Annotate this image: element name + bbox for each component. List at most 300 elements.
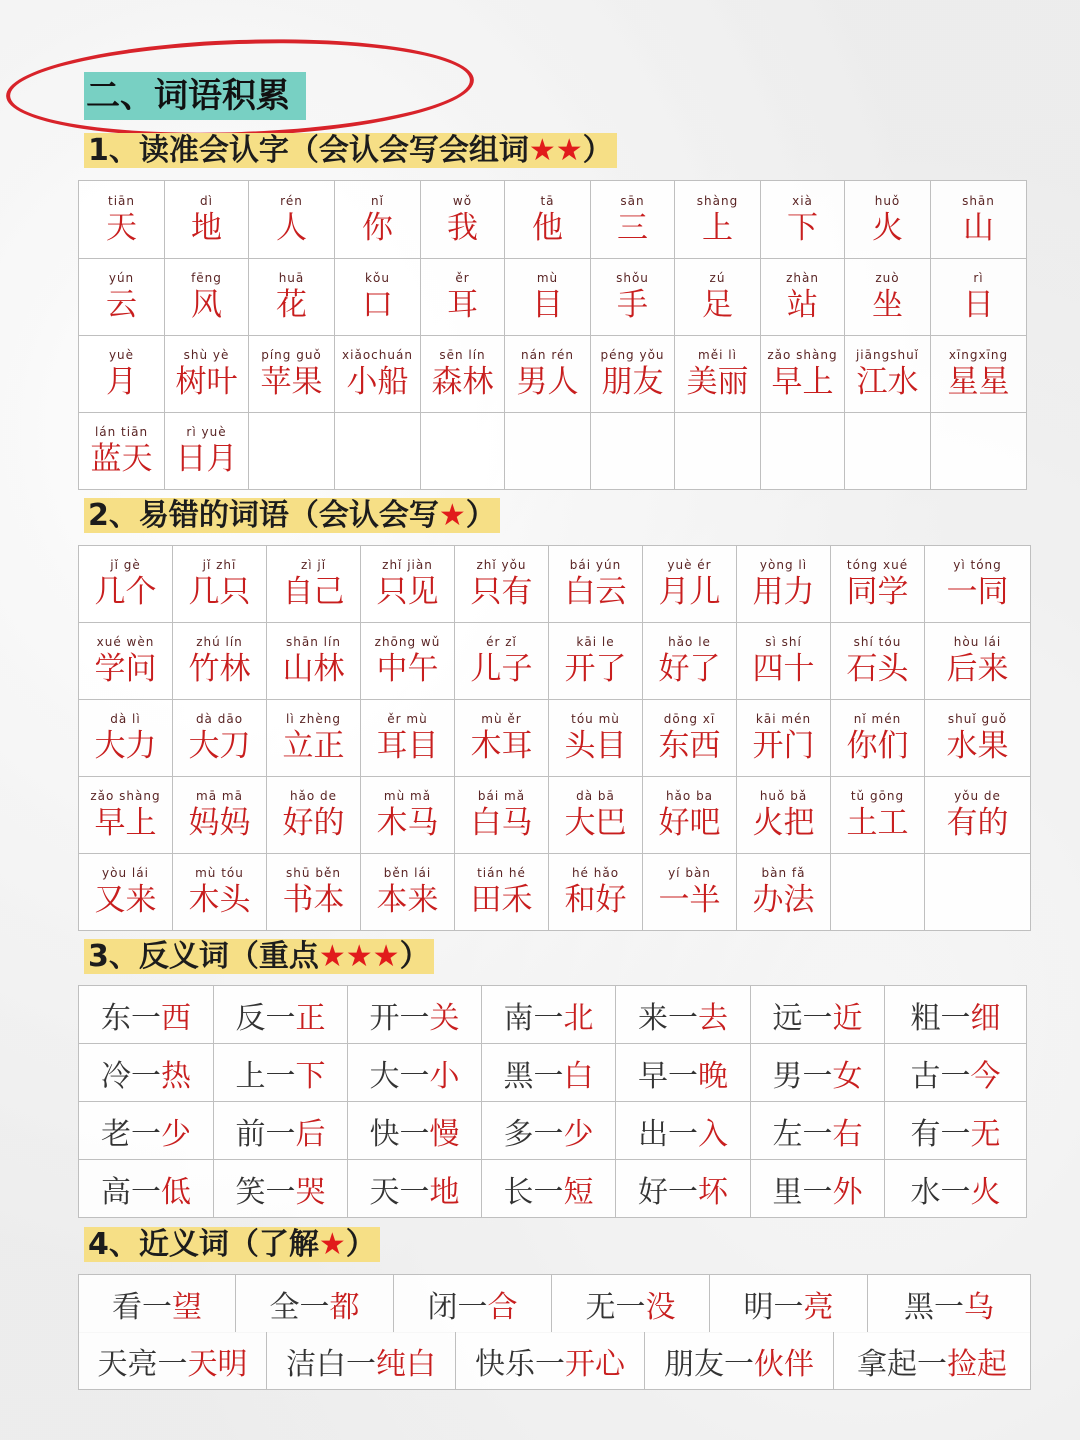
word-left: 远 <box>772 1000 803 1036</box>
hanzi: 几个 <box>94 574 157 610</box>
word-cell <box>761 181 845 259</box>
word-right: 没 <box>645 1289 676 1325</box>
word-cell <box>931 181 1027 259</box>
antonym-pair <box>214 1160 348 1218</box>
pinyin: kāi le <box>576 635 615 649</box>
hanzi: 早上 <box>94 805 157 841</box>
pinyin: zhǐ yǒu <box>476 558 527 572</box>
pinyin: nán rén <box>520 348 575 362</box>
word-left: 明 <box>743 1289 774 1325</box>
hanzi: 大巴 <box>564 805 627 841</box>
pinyin: yòng lì <box>759 558 808 572</box>
dash: 一 <box>131 1000 161 1036</box>
hanzi: 火 <box>872 209 903 246</box>
word-left: 来 <box>638 1000 668 1036</box>
word-cell <box>267 777 361 854</box>
word-cell <box>591 413 675 490</box>
hanzi: 有的 <box>946 805 1009 841</box>
word-cell <box>361 700 455 777</box>
antonym-pair <box>482 986 616 1044</box>
word-cell <box>591 259 675 336</box>
antonym-pair <box>616 1044 751 1102</box>
word-cell <box>925 700 1031 777</box>
pinyin: hé hǎo <box>571 866 620 880</box>
word-right: 外 <box>832 1174 863 1210</box>
word-right: 伙伴 <box>754 1346 814 1382</box>
word-left: 天 <box>369 1174 400 1210</box>
word-cell <box>931 259 1027 336</box>
antonym-pair <box>751 1102 885 1160</box>
hanzi: 头目 <box>564 728 627 764</box>
word-cell <box>675 413 761 490</box>
dash: 一 <box>399 1116 430 1152</box>
pinyin: xīngxīng <box>948 348 1009 362</box>
word-cell <box>361 777 455 854</box>
word-right: 去 <box>698 1000 728 1036</box>
word-cell <box>173 777 267 854</box>
word-cell <box>643 623 737 700</box>
hanzi: 妈妈 <box>188 805 251 841</box>
pinyin: zú <box>709 271 726 285</box>
hanzi: 木耳 <box>470 728 533 764</box>
word-left: 快 <box>369 1116 400 1152</box>
hanzi: 风 <box>191 287 222 323</box>
word-cell <box>79 413 165 490</box>
word-right: 天明 <box>187 1346 248 1382</box>
pinyin: xué wèn <box>96 635 155 649</box>
pinyin: shù yè <box>183 348 230 362</box>
word-left: 无 <box>585 1289 616 1325</box>
pinyin: lì zhèng <box>286 712 341 726</box>
dash: 一 <box>533 1000 564 1036</box>
pinyin: běn lái <box>383 866 432 880</box>
pinyin: zhú lín <box>196 635 243 649</box>
pinyin: bái yún <box>569 558 622 572</box>
word-cell <box>335 336 421 413</box>
grid-section-1 <box>78 180 1027 490</box>
pinyin: yún <box>108 271 135 285</box>
hanzi: 山林 <box>282 651 345 687</box>
pinyin: měi lì <box>698 348 737 362</box>
word-right: 晚 <box>698 1058 728 1094</box>
synonym-grid-row-1 <box>78 1274 1031 1333</box>
section-4-title: 4、近义词（了解★） <box>84 1220 380 1270</box>
word-right: 乌 <box>964 1289 994 1325</box>
word-right: 少 <box>563 1116 594 1152</box>
word-cell <box>931 336 1027 413</box>
word-cell <box>505 259 591 336</box>
pinyin: jǐ zhī <box>202 558 237 572</box>
word-right: 小 <box>429 1058 460 1094</box>
hanzi: 小船 <box>346 364 409 400</box>
antonym-pair <box>348 1102 482 1160</box>
word-right: 开心 <box>565 1346 625 1382</box>
hanzi: 本来 <box>376 882 439 918</box>
hanzi: 你们 <box>846 728 909 764</box>
dash: 一 <box>668 1174 698 1210</box>
word-right: 少 <box>161 1116 191 1152</box>
dash: 一 <box>940 1116 971 1152</box>
pinyin: yí bàn <box>668 866 711 880</box>
word-cell <box>549 777 643 854</box>
dash: 一 <box>265 1000 296 1036</box>
word-cell <box>173 854 267 931</box>
word-left: 冷 <box>101 1058 131 1094</box>
antonym-pair <box>616 1160 751 1218</box>
word-right: 细 <box>970 1000 1001 1036</box>
hanzi: 人 <box>276 209 307 246</box>
hanzi: 用力 <box>752 574 815 610</box>
hanzi: 我 <box>447 209 478 246</box>
word-right: 纯白 <box>376 1346 436 1382</box>
hanzi: 口 <box>362 287 393 323</box>
synonym-pair <box>868 1275 1031 1333</box>
word-left: 老 <box>101 1116 131 1152</box>
pinyin: yuè ér <box>667 558 712 572</box>
word-cell <box>675 259 761 336</box>
hanzi: 只有 <box>470 574 533 610</box>
pinyin: yì tóng <box>953 558 1002 572</box>
hanzi: 男人 <box>516 364 579 400</box>
pinyin: rén <box>280 193 303 208</box>
hanzi: 好吧 <box>658 805 721 841</box>
word-left: 高 <box>101 1174 131 1210</box>
word-left: 好 <box>638 1174 668 1210</box>
word-cell <box>361 854 455 931</box>
word-cell <box>165 336 249 413</box>
word-right: 慢 <box>429 1116 460 1152</box>
hanzi: 又来 <box>94 882 157 918</box>
word-right: 低 <box>161 1174 191 1210</box>
word-right: 女 <box>832 1058 863 1094</box>
pinyin: tiān <box>108 193 135 208</box>
word-cell <box>79 336 165 413</box>
word-left: 男 <box>772 1058 803 1094</box>
pinyin: zì jǐ <box>300 558 327 572</box>
word-left: 东 <box>101 1000 131 1036</box>
word-cell <box>675 181 761 259</box>
word-cell <box>79 623 173 700</box>
word-cell <box>549 700 643 777</box>
section-3-title: 3、反义词（重点★★★） <box>84 932 434 982</box>
pinyin: sān <box>620 193 645 208</box>
word-cell <box>845 181 931 259</box>
word-right: 望 <box>172 1289 202 1325</box>
pinyin: shǒu <box>616 271 649 285</box>
antonym-pair <box>616 1102 751 1160</box>
word-right: 白 <box>563 1058 594 1094</box>
antonym-pair <box>79 986 214 1044</box>
hanzi: 他 <box>532 209 563 246</box>
hanzi: 天 <box>106 209 137 246</box>
star-icon: ★ <box>318 1227 346 1262</box>
word-cell <box>831 546 925 623</box>
word-left: 出 <box>638 1116 668 1152</box>
hanzi: 下 <box>787 209 818 246</box>
word-cell <box>421 413 505 490</box>
hanzi: 四十 <box>752 651 815 687</box>
word-cell <box>455 700 549 777</box>
hanzi: 开了 <box>564 651 627 687</box>
word-cell <box>335 413 421 490</box>
dash: 一 <box>142 1289 172 1325</box>
hanzi: 书本 <box>282 882 345 918</box>
word-cell <box>925 854 1031 931</box>
word-left: 反 <box>235 1000 266 1036</box>
word-cell <box>249 259 335 336</box>
hanzi: 中午 <box>376 651 439 687</box>
word-right: 捡起 <box>947 1346 1007 1382</box>
antonym-pair <box>751 986 885 1044</box>
pinyin: tóng xué <box>846 558 909 572</box>
dash: 一 <box>802 1116 833 1152</box>
hanzi: 开门 <box>752 728 815 764</box>
pinyin: fēng <box>191 271 222 285</box>
word-cell <box>335 259 421 336</box>
antonym-pair <box>214 1102 348 1160</box>
word-left: 早 <box>638 1058 668 1094</box>
pinyin: zǎo shàng <box>90 789 161 803</box>
pinyin: mā mā <box>196 789 243 803</box>
synonym-pair <box>645 1332 834 1390</box>
pinyin: lán tiān <box>94 425 149 439</box>
antonym-pair <box>482 1160 616 1218</box>
hanzi: 上 <box>702 209 733 246</box>
pinyin: tā <box>540 193 555 208</box>
hanzi: 美丽 <box>686 364 749 400</box>
word-left: 全 <box>269 1289 300 1325</box>
dash: 一 <box>917 1346 947 1382</box>
dash: 一 <box>802 1000 833 1036</box>
word-cell <box>79 854 173 931</box>
synonym-pair <box>710 1275 868 1333</box>
pinyin: mù tóu <box>195 866 244 880</box>
dash: 一 <box>668 1000 698 1036</box>
word-cell <box>643 700 737 777</box>
hanzi: 日 <box>963 287 994 323</box>
word-cell <box>737 700 831 777</box>
word-left: 洁白 <box>286 1346 346 1382</box>
word-right: 地 <box>429 1174 460 1210</box>
dash: 一 <box>940 1000 971 1036</box>
dash: 一 <box>940 1058 971 1094</box>
word-cell <box>249 181 335 259</box>
word-cell <box>267 700 361 777</box>
word-left: 上 <box>235 1058 266 1094</box>
word-left: 大 <box>369 1058 400 1094</box>
antonym-pair <box>885 1044 1027 1102</box>
word-cell <box>173 700 267 777</box>
word-cell <box>737 854 831 931</box>
antonym-grid <box>78 985 1027 1218</box>
dash: 一 <box>535 1346 565 1382</box>
hanzi: 月儿 <box>658 574 721 610</box>
antonym-pair <box>751 1044 885 1102</box>
hanzi: 森林 <box>431 364 494 400</box>
word-cell <box>249 336 335 413</box>
dash: 一 <box>399 1000 430 1036</box>
word-cell <box>761 413 845 490</box>
word-right: 都 <box>329 1289 360 1325</box>
pinyin: ěr mù <box>387 712 428 726</box>
word-cell <box>845 259 931 336</box>
pinyin: hǎo de <box>289 789 338 803</box>
pinyin: xià <box>792 193 813 208</box>
hanzi: 你 <box>362 209 393 246</box>
pinyin: sì shí <box>765 635 802 649</box>
dash: 一 <box>399 1174 430 1210</box>
hanzi: 和好 <box>564 882 627 918</box>
pinyin: shān lín <box>286 635 341 649</box>
word-right: 短 <box>563 1174 594 1210</box>
word-left: 里 <box>772 1174 803 1210</box>
section-1-title: 1、读准会认字（会认会写会组词★★） <box>84 128 617 174</box>
word-cell <box>455 777 549 854</box>
word-cell <box>173 623 267 700</box>
pinyin: hòu lái <box>953 635 1002 649</box>
dash: 一 <box>399 1058 430 1094</box>
word-right: 亮 <box>803 1289 834 1325</box>
word-cell <box>421 259 505 336</box>
word-right: 热 <box>161 1058 191 1094</box>
pinyin: ěr <box>455 271 470 285</box>
pinyin: dì <box>200 193 213 208</box>
dash: 一 <box>265 1174 296 1210</box>
word-left: 快乐 <box>475 1346 535 1382</box>
word-cell <box>845 413 931 490</box>
word-left: 天亮 <box>97 1346 158 1382</box>
hanzi: 一同 <box>946 574 1009 610</box>
word-cell <box>737 546 831 623</box>
hanzi: 竹林 <box>188 651 251 687</box>
pinyin: shū běn <box>286 866 341 880</box>
dash: 一 <box>668 1116 698 1152</box>
pinyin: ér zǐ <box>486 635 517 649</box>
pinyin: píng guǒ <box>261 348 322 362</box>
hanzi: 坐 <box>872 287 903 323</box>
dash: 一 <box>131 1116 161 1152</box>
word-left: 有 <box>910 1116 941 1152</box>
hanzi: 石头 <box>846 651 909 687</box>
hanzi: 花 <box>276 287 307 323</box>
synonym-pair <box>236 1275 394 1333</box>
antonym-pair <box>79 1044 214 1102</box>
dash: 一 <box>773 1289 804 1325</box>
word-cell <box>79 777 173 854</box>
antonym-pair <box>348 1044 482 1102</box>
word-cell <box>925 546 1031 623</box>
word-left: 粗 <box>910 1000 941 1036</box>
word-right: 入 <box>698 1116 728 1152</box>
word-cell <box>831 700 925 777</box>
word-cell <box>173 546 267 623</box>
hanzi: 蓝天 <box>90 441 153 477</box>
word-cell <box>643 854 737 931</box>
word-left: 长 <box>503 1174 534 1210</box>
dash: 一 <box>533 1058 564 1094</box>
pinyin: mù <box>536 271 559 285</box>
word-cell <box>267 623 361 700</box>
word-right: 下 <box>295 1058 326 1094</box>
word-left: 水 <box>910 1174 941 1210</box>
pinyin: shān <box>962 193 995 208</box>
hanzi: 水果 <box>946 728 1009 764</box>
hanzi: 几只 <box>188 574 251 610</box>
word-right: 关 <box>429 1000 460 1036</box>
dash: 一 <box>668 1058 698 1094</box>
dash: 一 <box>533 1116 564 1152</box>
antonym-pair <box>885 1102 1027 1160</box>
pinyin: mù mǎ <box>383 789 432 803</box>
word-left: 古 <box>910 1058 941 1094</box>
word-cell <box>675 336 761 413</box>
pinyin: nǐ <box>371 193 384 208</box>
synonym-pair <box>79 1332 267 1390</box>
hanzi: 目 <box>532 287 563 323</box>
word-left: 看 <box>112 1289 142 1325</box>
pinyin: zhǐ jiàn <box>382 558 433 572</box>
word-cell <box>643 546 737 623</box>
pinyin: péng yǒu <box>600 348 665 362</box>
antonym-pair <box>79 1102 214 1160</box>
pinyin: dà lì <box>110 712 141 726</box>
pinyin: shuǐ guǒ <box>947 712 1008 726</box>
word-cell <box>505 181 591 259</box>
word-cell <box>249 413 335 490</box>
pinyin: bái mǎ <box>477 789 526 803</box>
word-cell <box>925 623 1031 700</box>
pinyin: huǒ <box>874 193 901 208</box>
word-cell <box>267 546 361 623</box>
hanzi: 日月 <box>175 441 238 477</box>
antonym-pair <box>616 986 751 1044</box>
dash: 一 <box>265 1058 296 1094</box>
pinyin: kāi mén <box>755 712 812 726</box>
word-right: 近 <box>832 1000 863 1036</box>
word-cell <box>737 777 831 854</box>
dash: 一 <box>934 1289 964 1325</box>
pinyin: kǒu <box>365 271 390 285</box>
hanzi: 后来 <box>946 651 1009 687</box>
word-left: 黑 <box>503 1058 534 1094</box>
word-right: 今 <box>970 1058 1001 1094</box>
word-right: 火 <box>970 1174 1001 1210</box>
word-cell <box>361 546 455 623</box>
hanzi: 木马 <box>376 805 439 841</box>
word-right: 无 <box>970 1116 1001 1152</box>
word-right: 右 <box>832 1116 863 1152</box>
dash: 一 <box>940 1174 971 1210</box>
antonym-pair <box>214 986 348 1044</box>
dash: 一 <box>265 1116 296 1152</box>
pinyin: hǎo ba <box>665 789 714 803</box>
hanzi: 儿子 <box>470 651 533 687</box>
word-right: 后 <box>295 1116 326 1152</box>
word-left: 左 <box>772 1116 803 1152</box>
hanzi: 耳目 <box>376 728 439 764</box>
pinyin: rì yuè <box>186 425 227 439</box>
pinyin: dà bā <box>576 789 615 803</box>
dash: 一 <box>615 1289 646 1325</box>
dash: 一 <box>724 1346 754 1382</box>
word-right: 北 <box>563 1000 594 1036</box>
section-2-title: 2、易错的词语（会认会写★） <box>84 492 500 540</box>
word-cell <box>455 854 549 931</box>
hanzi: 星星 <box>947 364 1010 400</box>
word-cell <box>79 700 173 777</box>
word-cell <box>931 413 1027 490</box>
pinyin: zhōng wǔ <box>374 635 441 649</box>
